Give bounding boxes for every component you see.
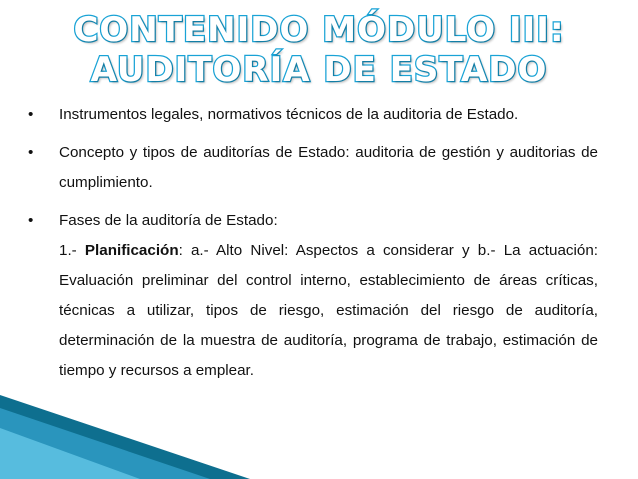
- list-item: [28, 100, 598, 130]
- bullet-dot: •: [28, 212, 34, 229]
- list-item: [28, 138, 598, 198]
- bullet-dot: •: [28, 106, 34, 123]
- title-line-1: CONTENIDO MÓDULO III:: [73, 10, 565, 50]
- bullet-text: Concepto y tipos de auditorías de Estado: auditoria de gestión y auditorias de cumplimiento.: [59, 144, 598, 191]
- bullet-list: [28, 100, 598, 394]
- list-item: [28, 206, 598, 386]
- sub-item-heading: Planificación: [84, 242, 179, 259]
- bullet-dot: •: [28, 144, 34, 161]
- bullet-text: Instrumentos legales, normativos técnicos de la auditoria de Estado.: [59, 106, 519, 123]
- sub-item-text: : a.- Alto Nivel: Aspectos a considerar y b.- La actuación: Evaluación preliminar del control interno, establecimiento de áreas críticas, técnicas a utilizar, tipos de riesgo, estimación del riesgo de auditoría, determinación de la muestra de auditoría, programa de trabajo, estimación de tiempo y recursos a emplear.: [59, 242, 598, 379]
- sub-item-prefix: 1.-: [59, 242, 85, 259]
- bullet-text: Fases de la auditoría de Estado:: [59, 212, 278, 229]
- page-title: [0, 10, 638, 90]
- title-line-2: AUDITORÍA DE ESTADO: [90, 50, 548, 90]
